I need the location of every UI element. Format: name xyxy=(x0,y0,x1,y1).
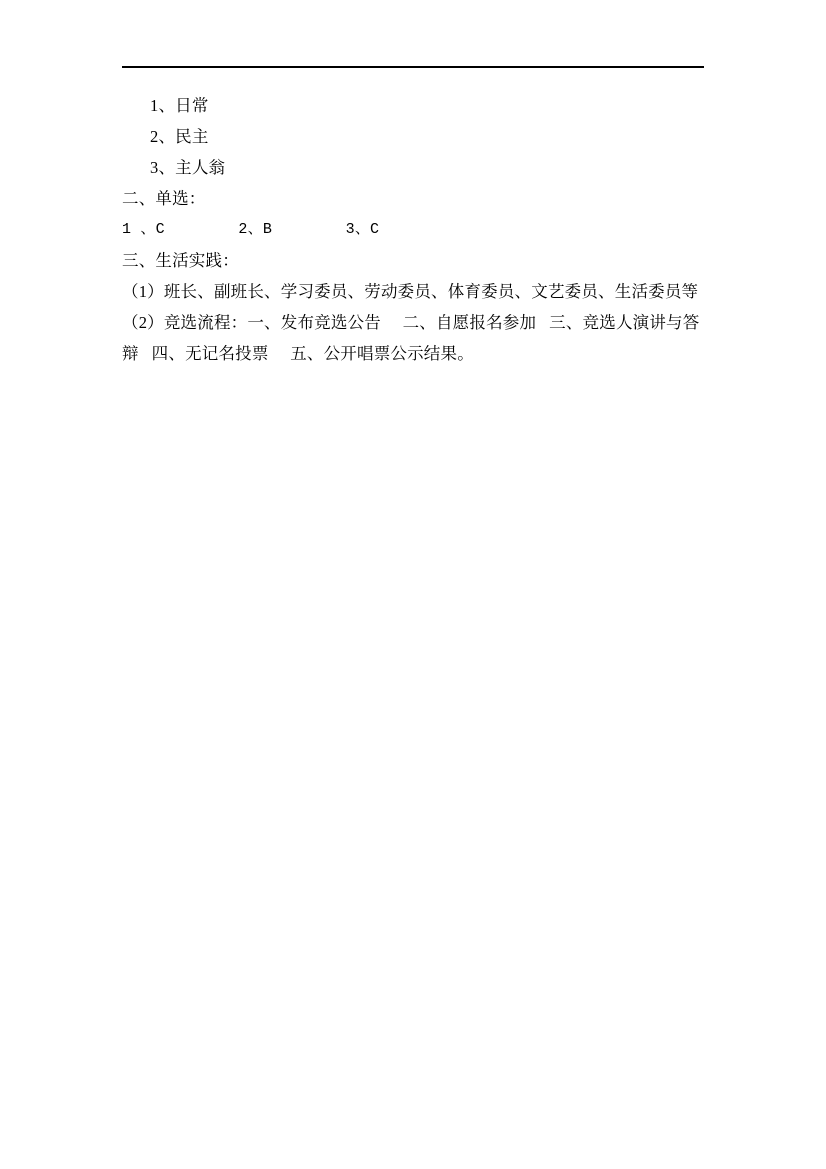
section-three-heading: 三、生活实践： xyxy=(122,251,239,270)
section-two-heading: 二、单选： xyxy=(122,189,206,208)
section-three-item-1: （1）班长、副班长、学习委员、劳动委员、体育委员、文艺委员、生活委员等 xyxy=(122,282,699,301)
horizontal-rule xyxy=(122,66,704,68)
answer-item-1: 1、日常 xyxy=(150,96,209,115)
answer-item-3: 3、主人翁 xyxy=(150,158,226,177)
section-two-answers: 1 、C 2、B 3、C xyxy=(122,221,380,238)
document-content xyxy=(122,66,704,369)
section-three-item-2: （2）竞选流程：一、发布竞选公告 二、自愿报名参加 三、竞选人演讲与答辩 四、无记名投票 五、公开唱票公示结果。 xyxy=(122,313,700,363)
answer-item-2: 2、民主 xyxy=(150,127,209,146)
